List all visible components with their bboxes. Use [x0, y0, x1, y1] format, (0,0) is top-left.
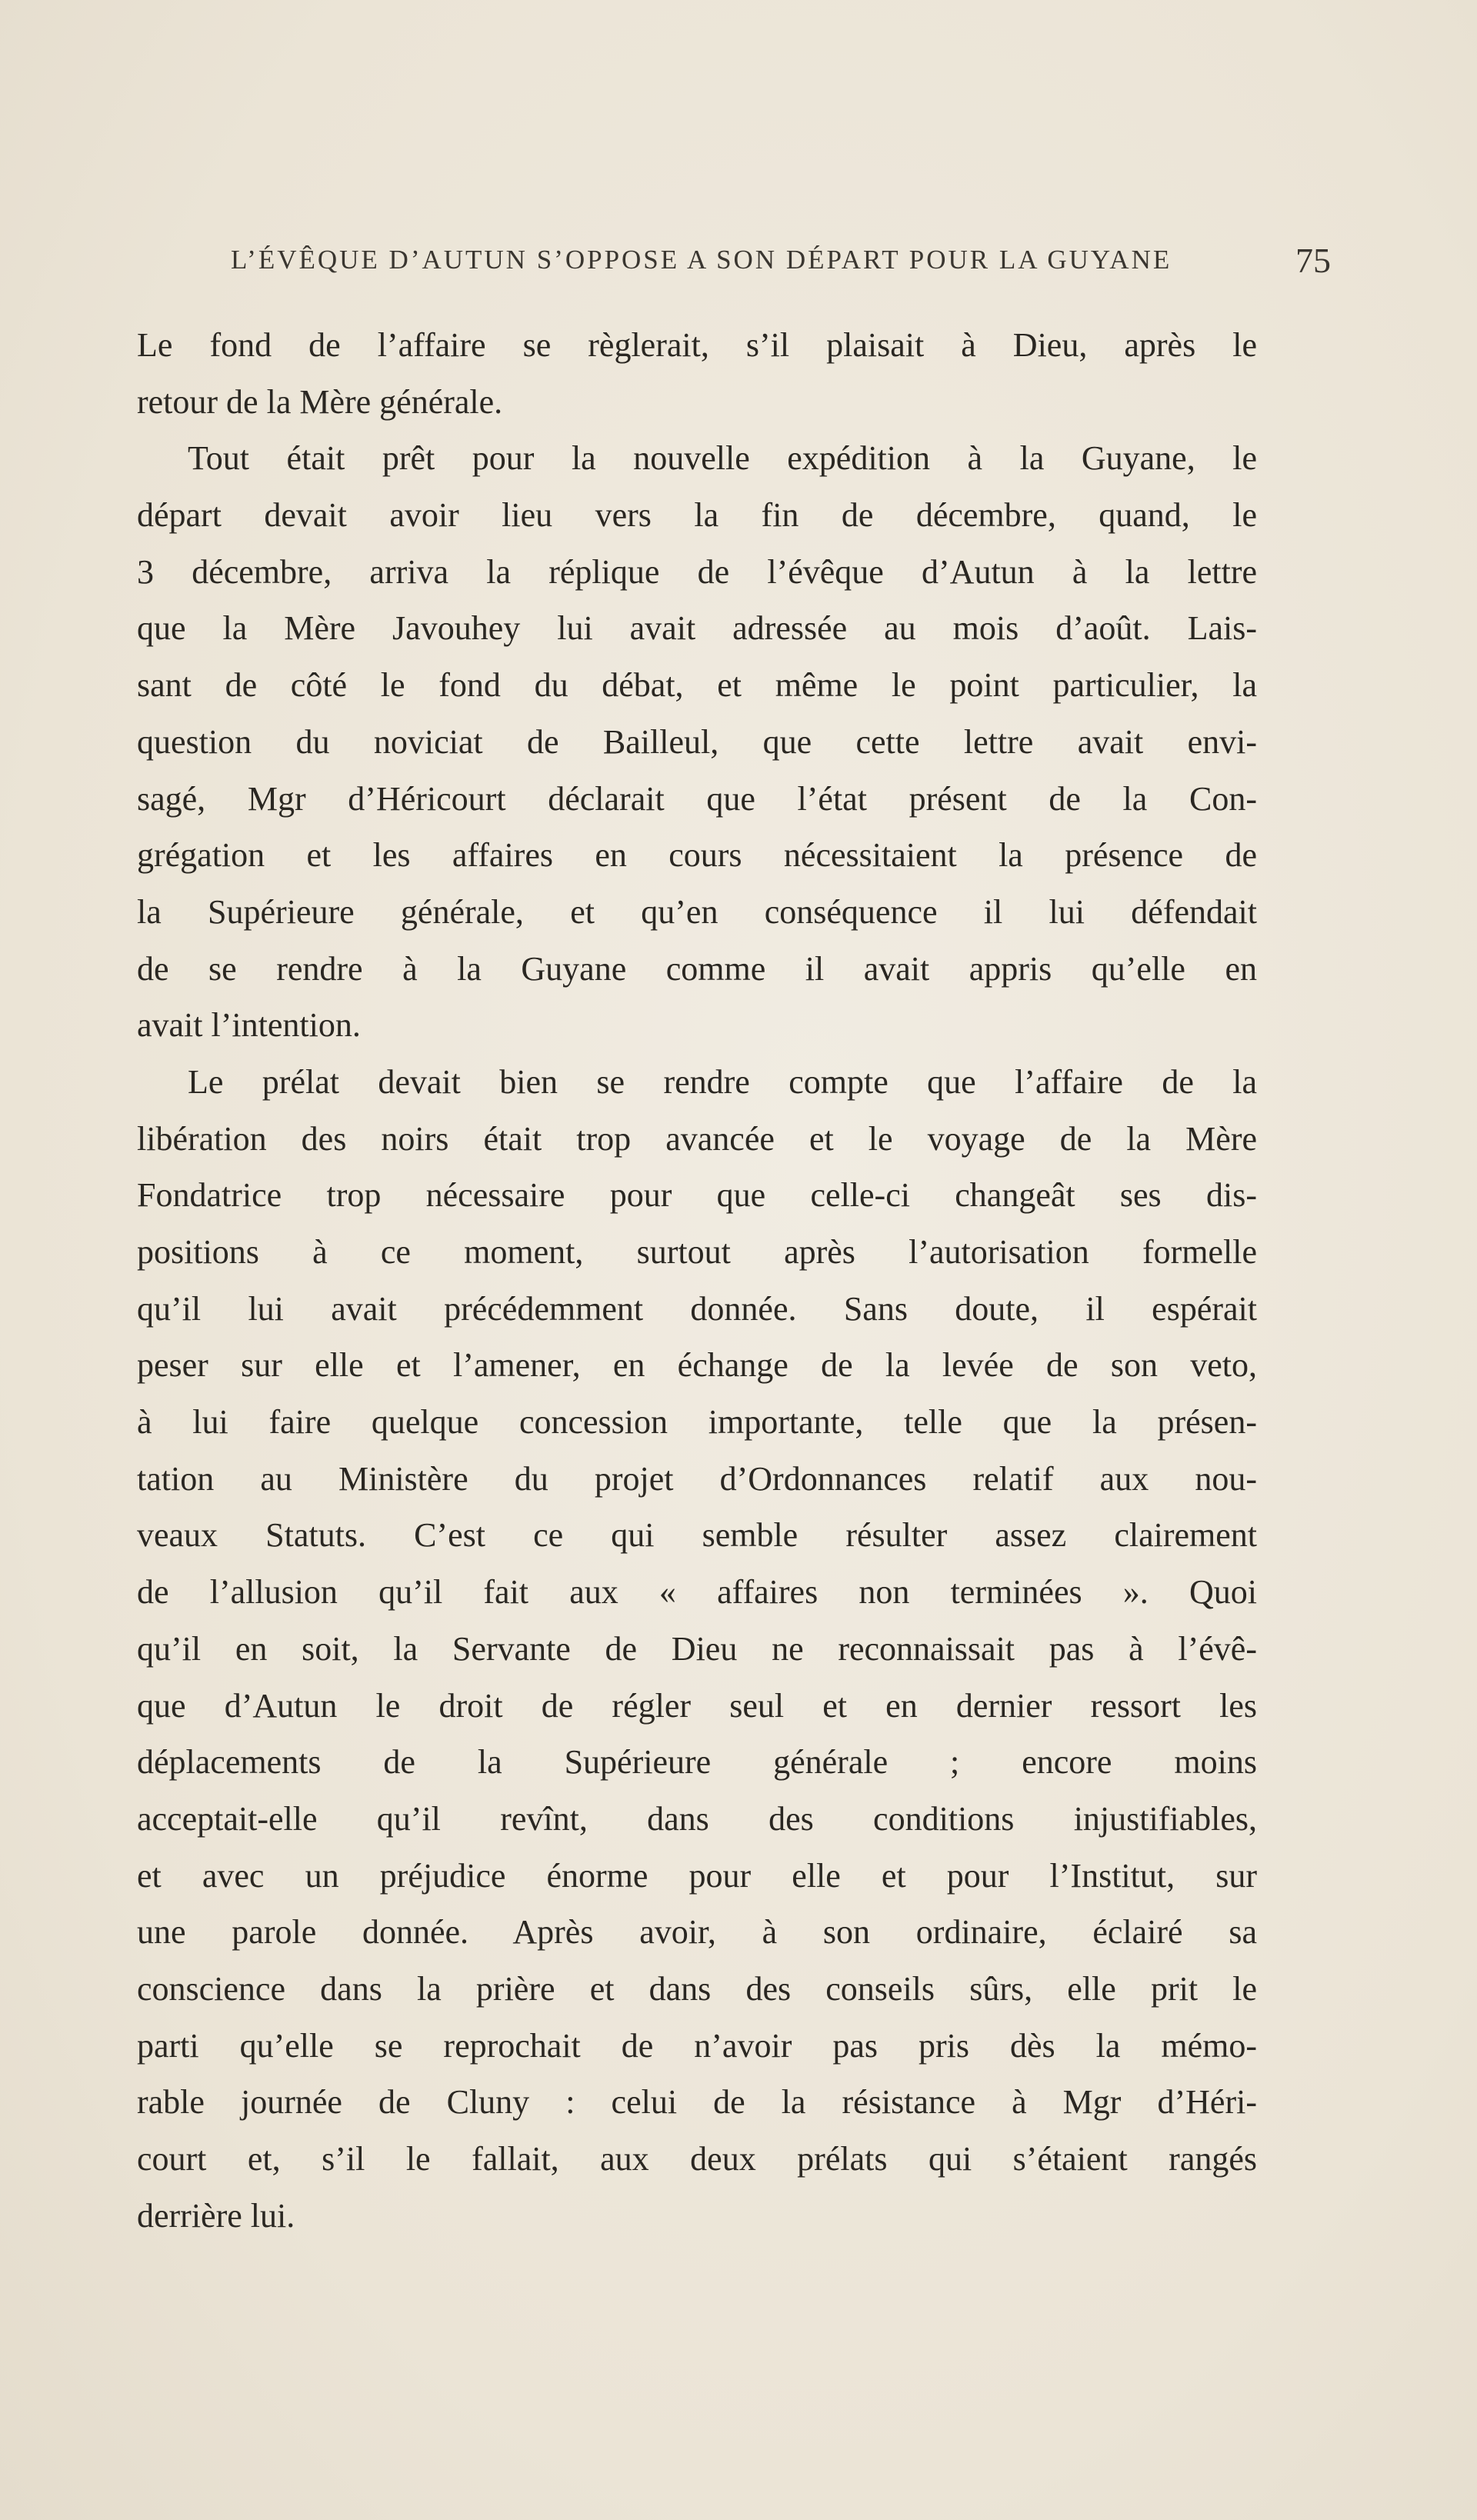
- text-line: sant de côté le fond du débat, et même le point particulier, la: [137, 666, 1257, 705]
- text-line: de se rendre à la Guyane comme il avait appris qu’elle en: [137, 949, 1257, 988]
- text-line: tation au Ministère du projet d’Ordonnances relatif aux nou-: [137, 1459, 1257, 1498]
- text-line: conscience dans la prière et dans des conseils sûrs, elle prit le: [137, 1969, 1257, 2008]
- text-line: libération des noirs était trop avancée et le voyage de la Mère: [137, 1119, 1257, 1158]
- text-line: avait l’intention.: [137, 1006, 361, 1045]
- text-line: acceptait-elle qu’il revînt, dans des conditions injustifiables,: [137, 1799, 1257, 1838]
- text-line: peser sur elle et l’amener, en échange de la levée de son veto,: [137, 1346, 1257, 1385]
- text-line: question du noviciat de Bailleul, que cette lettre avait envi-: [137, 722, 1257, 761]
- text-line: de l’allusion qu’il fait aux « affaires non terminées ». Quoi: [137, 1573, 1257, 1612]
- text-line: une parole donnée. Après avoir, à son ordinaire, éclairé sa: [137, 1913, 1257, 1952]
- text-line: Fondatrice trop nécessaire pour que celle-ci changeât ses dis-: [137, 1176, 1257, 1215]
- text-line: 3 décembre, arriva la réplique de l’évêque d’Autun à la lettre: [137, 552, 1257, 591]
- text-line: grégation et les affaires en cours nécessitaient la présence de: [137, 836, 1257, 875]
- page-header: [231, 241, 1331, 291]
- text-line: que la Mère Javouhey lui avait adressée au mois d’août. Lais-: [137, 609, 1257, 648]
- text-line: qu’il en soit, la Servante de Dieu ne reconnaissait pas à l’évê-: [137, 1629, 1257, 1668]
- text-line: rable journée de Cluny : celui de la résistance à Mgr d’Héri-: [137, 2083, 1257, 2122]
- text-line: court et, s’il le fallait, aux deux prélats qui s’étaient rangés: [137, 2140, 1257, 2178]
- text-line: déplacements de la Supérieure générale ; encore moins: [137, 1743, 1257, 1782]
- running-head: L’ÉVÊQUE D’AUTUN S’OPPOSE A SON DÉPART POUR LA GUYANE: [231, 245, 1172, 275]
- text-line: départ devait avoir lieu vers la fin de décembre, quand, le: [137, 496, 1257, 535]
- text-line: sagé, Mgr d’Héricourt déclarait que l’état présent de la Con-: [137, 779, 1257, 818]
- text-line: la Supérieure générale, et qu’en conséquence il lui défendait: [137, 892, 1257, 931]
- text-line: Tout était prêt pour la nouvelle expédition à la Guyane, le: [188, 439, 1257, 478]
- text-line: Le prélat devait bien se rendre compte que l’affaire de la: [188, 1062, 1257, 1101]
- text-line: retour de la Mère générale.: [137, 382, 503, 421]
- text-line: Le fond de l’affaire se règlerait, s’il plaisait à Dieu, après le: [137, 326, 1257, 364]
- text-line: que d’Autun le droit de régler seul et en dernier ressort les: [137, 1686, 1257, 1725]
- text-line: qu’il lui avait précédemment donnée. Sans doute, il espérait: [137, 1289, 1257, 1328]
- body-text: [137, 317, 1257, 2244]
- text-line: parti qu’elle se reprochait de n’avoir pas pris dès la mémo-: [137, 2026, 1257, 2065]
- text-line: veaux Statuts. C’est ce qui semble résulter assez clairement: [137, 1516, 1257, 1555]
- text-line: à lui faire quelque concession importante, telle que la présen-: [137, 1403, 1257, 1442]
- text-line: et avec un préjudice énorme pour elle et pour l’Institut, sur: [137, 1856, 1257, 1895]
- text-line: positions à ce moment, surtout après l’autorisation formelle: [137, 1233, 1257, 1271]
- page-number: 75: [1295, 241, 1331, 280]
- text-line: derrière lui.: [137, 2196, 295, 2235]
